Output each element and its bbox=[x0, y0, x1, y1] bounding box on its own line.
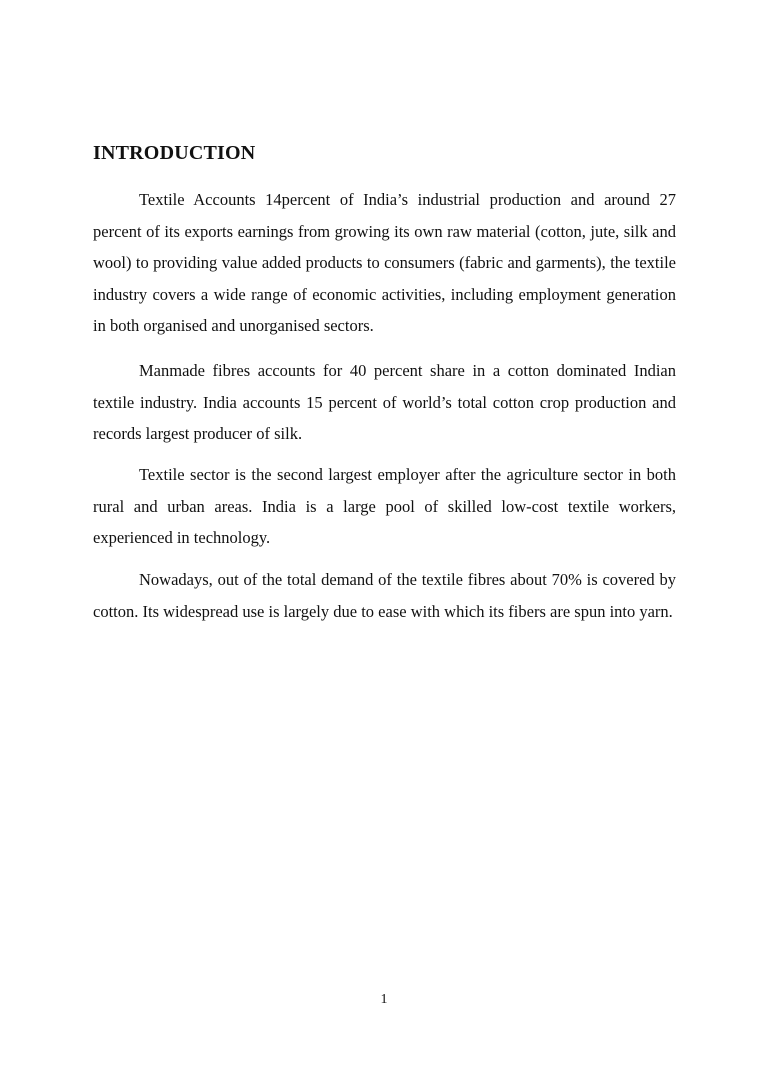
page-number: 1 bbox=[380, 992, 388, 1007]
paragraph-textile-accounts: Textile Accounts 14percent of India’s industrial production and around 27 percent of its exports earnings from growing its own raw material (cotton, jute, silk and wool) to providing value added products to consumers (fabric and garments), the textile industry covers a wide range of economic activities, including employment generation in both organised and unorganised sectors. bbox=[93, 190, 676, 335]
paragraph-cotton-demand: Nowadays, out of the total demand of the textile fibres about 70% is covered by cotton. Its widespread use is largely due to ease with which its fibers are spun into yarn. bbox=[93, 570, 676, 621]
section-heading: INTRODUCTION bbox=[93, 142, 256, 164]
paragraph-manmade-fibres: Manmade fibres accounts for 40 percent share in a cotton dominated Indian textile industry. India accounts 15 percent of world’s total cotton crop production and records largest producer of silk. bbox=[93, 361, 676, 443]
paragraph-textile-sector: Textile sector is the second largest employer after the agriculture sector in both rural and urban areas. India is a large pool of skilled low-cost textile workers, experienced in technology. bbox=[93, 465, 676, 547]
